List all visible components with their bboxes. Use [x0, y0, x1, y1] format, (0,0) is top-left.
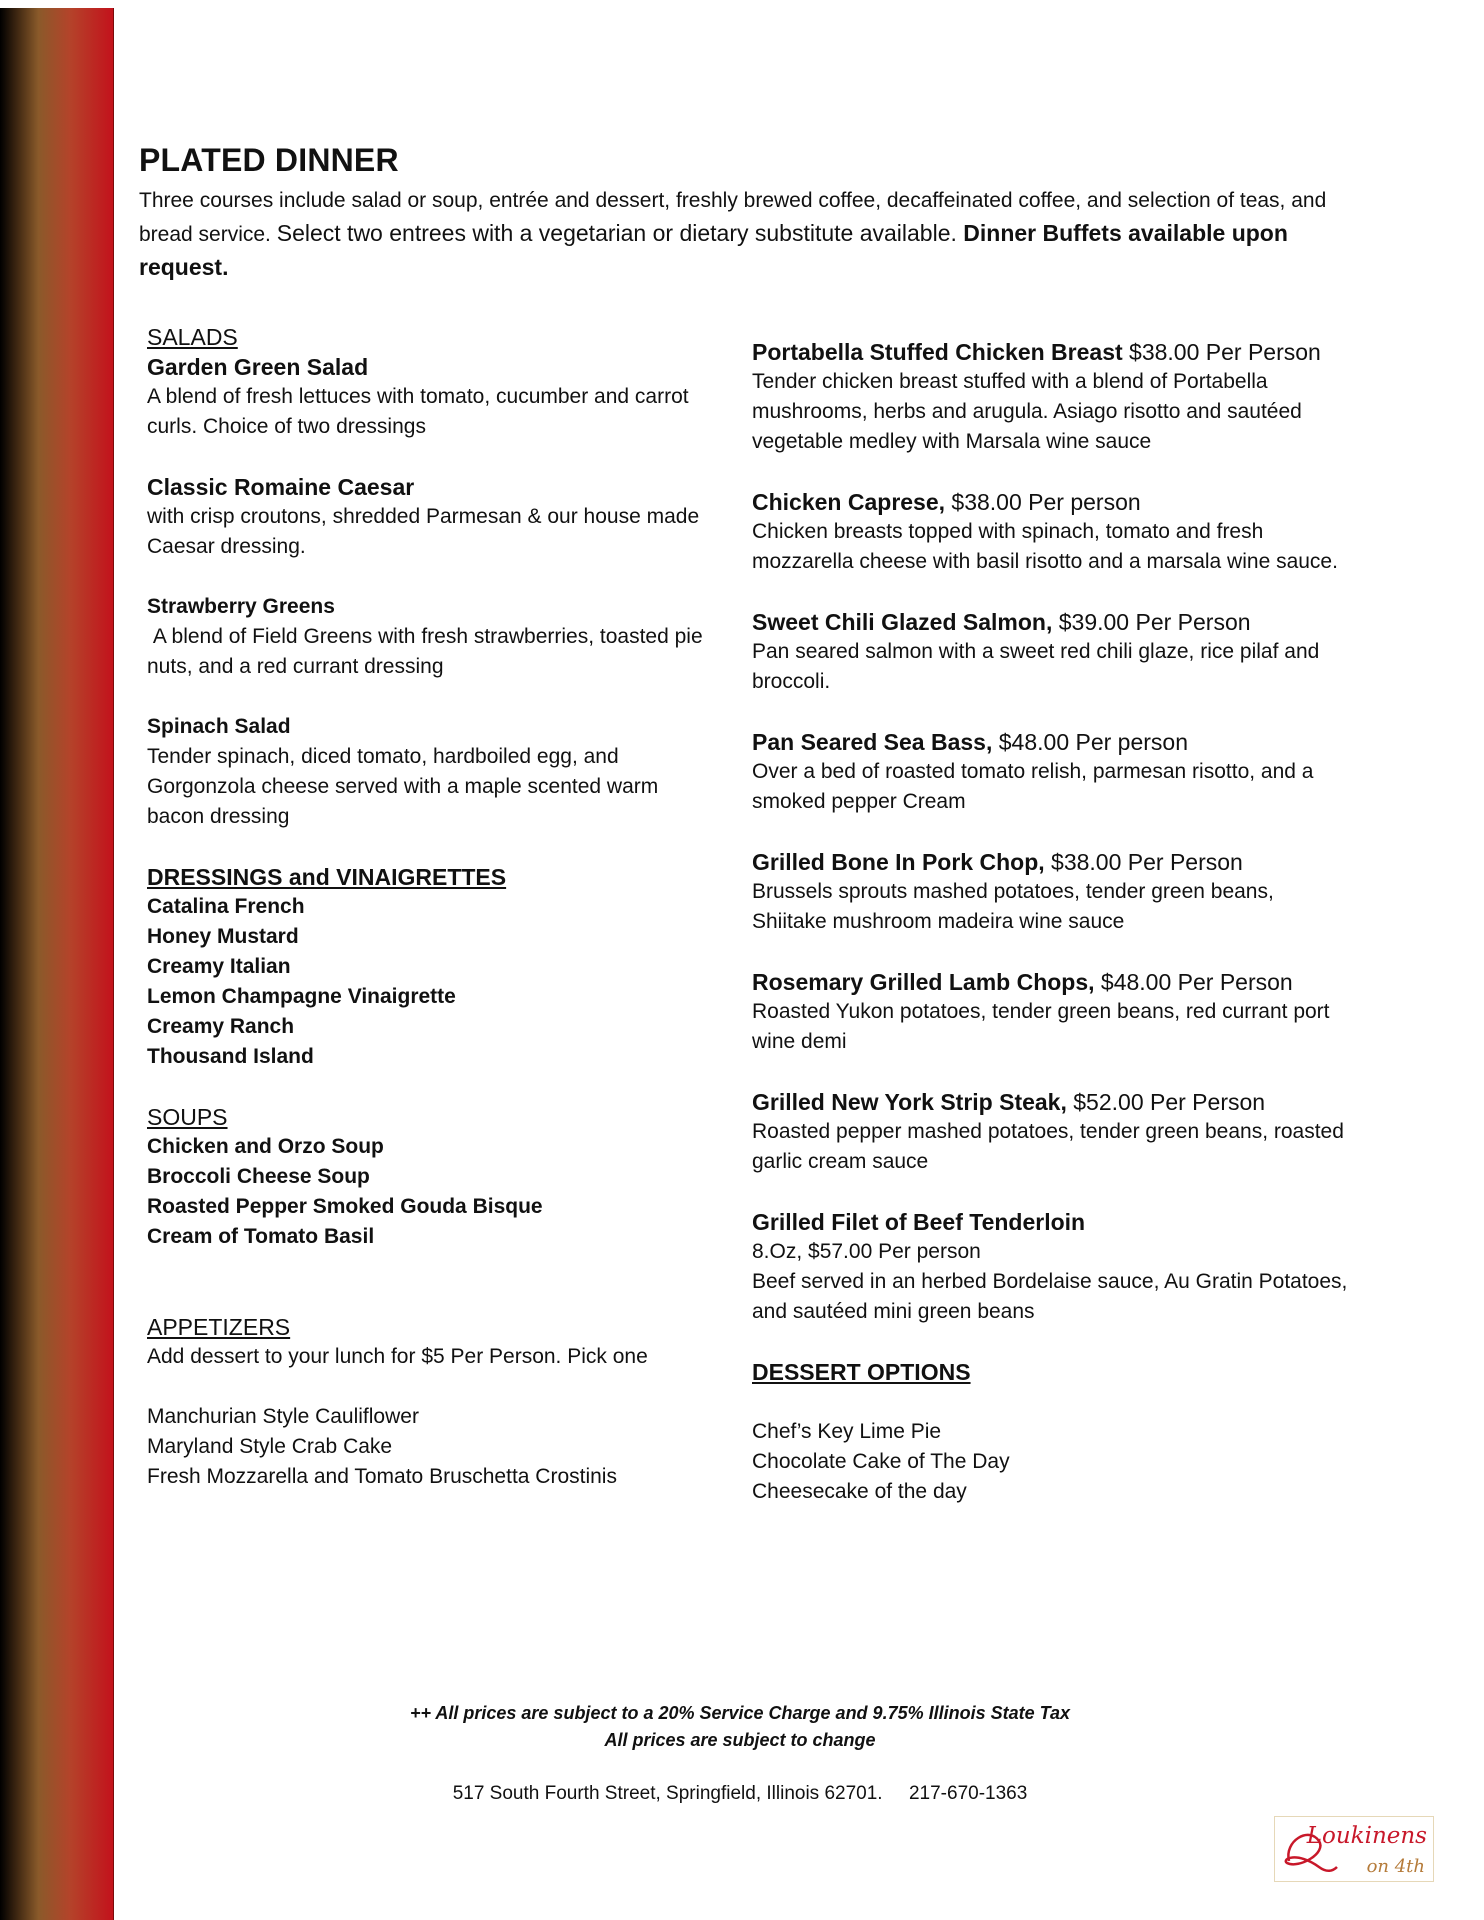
entree-title	[752, 487, 1352, 517]
entree-price: $38.00 Per Person	[1122, 339, 1321, 365]
entree-name: Portabella Stuffed Chicken Breast	[752, 339, 1123, 365]
salad-desc: Tender spinach, diced tomato, hardboiled egg, and Gorgonzola cheese served with a maple scented warm bacon dressing	[147, 745, 659, 828]
intro-part-1: Three courses include salad or soup, entrée and dessert, freshly brewed coffee, decaffeinated coffee, and selection of teas, and bread service.	[139, 189, 1327, 246]
brand-logo	[1274, 1816, 1434, 1882]
appetizers-note: Add dessert to your lunch for $5 Per Person. Pick one	[147, 1345, 648, 1368]
salad-name: Classic Romaine Caesar	[147, 474, 415, 500]
salads-heading: SALADS	[147, 324, 238, 350]
soups-heading: SOUPS	[147, 1104, 228, 1130]
appetizer-item: Fresh Mozzarella and Tomato Bruschetta Crostinis	[147, 1465, 617, 1488]
footer	[300, 1700, 1180, 1807]
entree-desc: Pan seared salmon with a sweet red chili glaze, rice pilaf and broccoli.	[752, 640, 1320, 693]
dressing-item: Thousand Island	[147, 1045, 314, 1068]
intro-text	[139, 185, 1334, 285]
dessert-item: Chef’s Key Lime Pie	[752, 1420, 942, 1443]
salad-name: Strawberry Greens	[147, 595, 335, 618]
dressings-heading: DRESSINGS and VINAIGRETTES	[147, 864, 507, 890]
soup-item: Cream of Tomato Basil	[147, 1225, 375, 1248]
dressing-item: Honey Mustard	[147, 925, 299, 948]
entree-name: Grilled Bone In Pork Chop,	[752, 849, 1045, 875]
filet-title: Grilled Filet of Beef Tenderloin	[752, 1209, 1086, 1235]
entree-name: Pan Seared Sea Bass,	[752, 729, 993, 755]
entree-name: Grilled New York Strip Steak,	[752, 1089, 1067, 1115]
entree-price: $38.00 Per Person	[1044, 849, 1243, 875]
filet-price: 8.Oz, $57.00 Per person	[752, 1240, 981, 1263]
entree-name: Sweet Chili Glazed Salmon,	[752, 609, 1053, 635]
dessert-item: Cheesecake of the day	[752, 1480, 967, 1503]
appetizer-item: Maryland Style Crab Cake	[147, 1435, 393, 1458]
entree-desc: Tender chicken breast stuffed with a blend of Portabella mushrooms, herbs and arugula. Asiago risotto and sautéed vegetable medley with Marsala wine sauce	[752, 370, 1302, 453]
entree-desc: Brussels sprouts mashed potatoes, tender green beans, Shiitake mushroom madeira wine sauce	[752, 880, 1274, 933]
desserts-heading: DESSERT OPTIONS	[752, 1359, 971, 1385]
entree-title	[752, 727, 1352, 757]
soup-item: Roasted Pepper Smoked Gouda Bisque	[147, 1195, 543, 1218]
dessert-item: Chocolate Cake of The Day	[752, 1450, 1010, 1473]
footer-tax-note: ++ All prices are subject to a 20% Service Charge and 9.75% Illinois State Tax	[410, 1703, 1070, 1723]
entree-name: Rosemary Grilled Lamb Chops,	[752, 969, 1095, 995]
footer-address: 517 South Fourth Street, Springfield, Illinois 62701. 217-670-1363	[452, 1783, 1028, 1804]
decorative-side-bar	[0, 8, 114, 1920]
salad-name: Garden Green Salad	[147, 354, 369, 380]
entree-desc: Chicken breasts topped with spinach, tomato and fresh mozzarella cheese with basil risotto and a marsala wine sauce.	[752, 520, 1338, 573]
logo-name: Loukinens	[1306, 1823, 1427, 1849]
soup-item: Broccoli Cheese Soup	[147, 1165, 370, 1188]
menu-header	[139, 142, 1339, 285]
intro-part-3: Dinner Buffets available upon request.	[139, 220, 1288, 280]
salad-desc: with crisp croutons, shredded Parmesan & our house made Caesar dressing.	[147, 505, 700, 558]
salad-desc: A blend of Field Greens with fresh strawberries, toasted pie nuts, and a red currant dressing	[147, 625, 709, 678]
appetizer-item: Manchurian Style Cauliflower	[147, 1405, 419, 1428]
entree-title	[752, 607, 1352, 637]
salad-name: Spinach Salad	[147, 715, 291, 738]
entree-name: Chicken Caprese,	[752, 489, 946, 515]
entree-price: $48.00 Per person	[992, 729, 1189, 755]
filet-desc: Beef served in an herbed Bordelaise sauce, Au Gratin Potatoes, and sautéed mini green beans	[752, 1270, 1348, 1323]
logo-sub: on 4th	[1366, 1856, 1425, 1877]
entree-price: $52.00 Per Person	[1066, 1089, 1266, 1115]
appetizers-heading: APPETIZERS	[147, 1314, 291, 1340]
right-column	[752, 337, 1352, 1507]
page-title: PLATED DINNER	[139, 142, 399, 178]
entree-price: $48.00 Per Person	[1094, 969, 1293, 995]
entree-desc: Roasted Yukon potatoes, tender green beans, red currant port wine demi	[752, 1000, 1330, 1053]
dressing-item: Lemon Champagne Vinaigrette	[147, 985, 456, 1008]
entree-desc: Roasted pepper mashed potatoes, tender green beans, roasted garlic cream sauce	[752, 1120, 1344, 1173]
entree-price: $38.00 Per person	[945, 489, 1141, 515]
entree-title	[752, 847, 1352, 877]
left-column	[147, 322, 707, 1492]
entree-desc: Over a bed of roasted tomato relish, parmesan risotto, and a smoked pepper Cream	[752, 760, 1314, 813]
entree-price: $39.00 Per Person	[1052, 609, 1251, 635]
dressing-item: Catalina French	[147, 895, 305, 918]
dressing-item: Creamy Ranch	[147, 1015, 295, 1038]
footer-change-note: All prices are subject to change	[604, 1730, 876, 1750]
dressing-item: Creamy Italian	[147, 955, 291, 978]
soup-item: Chicken and Orzo Soup	[147, 1135, 384, 1158]
entree-title	[752, 967, 1352, 997]
entree-title	[752, 337, 1352, 367]
entree-title	[752, 1087, 1352, 1117]
salad-desc: A blend of fresh lettuces with tomato, cucumber and carrot curls. Choice of two dressings	[147, 385, 689, 438]
intro-part-2: Select two entrees with a vegetarian or dietary substitute available.	[276, 220, 964, 246]
